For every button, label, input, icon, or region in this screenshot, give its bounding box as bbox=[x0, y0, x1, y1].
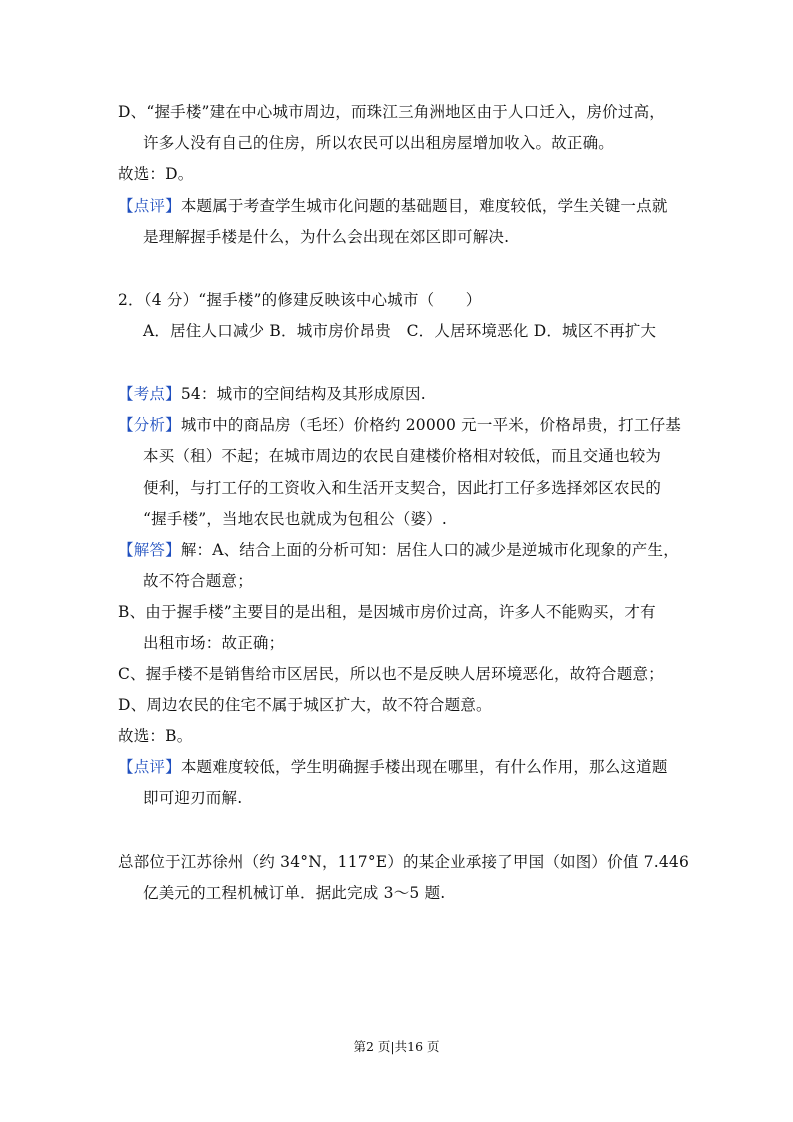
analysis-text: 城市中的商品房（毛坯）价格约 20000 元一平米，价格昂贵，打工仔基 bbox=[180, 416, 681, 434]
solution-line-d: D、周边农民的住宅不属于城区扩大，故不符合题意。 bbox=[118, 696, 492, 714]
analysis-tag: 【分析】 bbox=[118, 416, 181, 434]
review-text: 本题难度较低，学生明确握手楼出现在哪里，有什么作用，那么这道题 bbox=[180, 758, 668, 776]
review-line bbox=[118, 756, 668, 778]
solution-line-b: B、由于握手楼”主要目的是出租，是因城市房价过高，许多人不能购买，才有 bbox=[118, 603, 656, 621]
solution-line-a-cont: 故不符合题意； bbox=[143, 572, 253, 590]
prev-answer-line-d: D、“握手楼”建在中心城市周边，而珠江三角洲地区由于人口迁入，房价过高， bbox=[118, 103, 665, 121]
knowledge-point-line bbox=[118, 383, 426, 405]
analysis-line-cont-1: 本买（租）不起；在城市周边的农民自建楼价格相对较低，而且交通也较为 bbox=[143, 447, 662, 465]
analysis-line-cont-3: “握手楼”，当地农民也就成为包租公（婆）. bbox=[143, 510, 447, 528]
solution-tag: 【解答】 bbox=[118, 541, 181, 559]
prev-review-line bbox=[118, 195, 668, 217]
prev-answer-line-d-cont: 许多人没有自己的住房，所以农民可以出租房屋增加收入。故正确。 bbox=[143, 134, 615, 152]
prev-choice-line: 故选：D。 bbox=[118, 165, 194, 183]
analysis-line bbox=[118, 414, 681, 436]
question-2-stem: 2．（4 分）“握手楼”的修建反映该中心城市（ ） bbox=[118, 291, 482, 309]
review-tag-2: 【点评】 bbox=[118, 758, 181, 776]
solution-line bbox=[118, 539, 679, 561]
knowledge-point-tag: 【考点】 bbox=[118, 385, 181, 403]
review-line-cont: 即可迎刃而解. bbox=[143, 789, 243, 807]
review-tag: 【点评】 bbox=[118, 197, 181, 215]
prev-review-line-cont: 是理解握手楼是什么，为什么会出现在郊区即可解决. bbox=[143, 228, 510, 246]
next-intro-line-cont: 亿美元的工程机械订单．据此完成 3～5 题. bbox=[143, 884, 446, 902]
analysis-line-cont-2: 便利，与打工仔的工资收入和生活开支契合，因此打工仔多选择郊区农民的 bbox=[143, 479, 662, 497]
question-2-options: A．居住人口减少 B．城市房价昂贵 C．人居环境恶化 D．城区不再扩大 bbox=[143, 322, 657, 340]
page-footer: 第2 页|共16 页 bbox=[353, 1039, 440, 1054]
choice-line: 故选：B。 bbox=[118, 727, 193, 745]
solution-text: 解：A、结合上面的分析可知：居住人口的减少是逆城市化现象的产生， bbox=[180, 541, 679, 559]
knowledge-point-text: 54：城市的空间结构及其形成原因. bbox=[180, 385, 426, 403]
next-intro-line: 总部位于江苏徐州（约 34°N，117°E）的某企业承接了甲国（如图）价值 7.446 bbox=[118, 853, 690, 871]
prev-review-text: 本题属于考查学生城市化问题的基础题目，难度较低，学生关键一点就 bbox=[180, 197, 668, 215]
solution-line-b-cont: 出租市场：故正确； bbox=[143, 634, 285, 652]
solution-line-c: C、握手楼不是销售给市区居民，所以也不是反映人居环境恶化，故符合题意； bbox=[118, 665, 664, 683]
